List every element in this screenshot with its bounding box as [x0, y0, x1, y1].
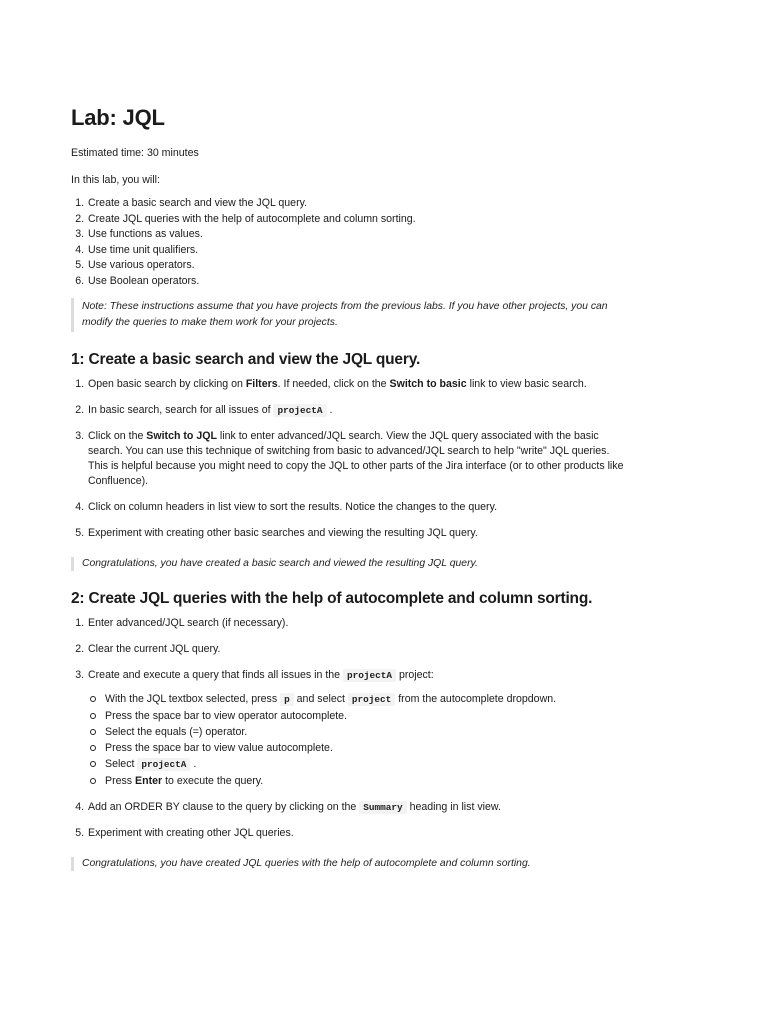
list-item: 4. Add an ORDER BY clause to the query by clicking on the Summary heading in list view. [87, 800, 631, 815]
inline-code: project [348, 693, 395, 706]
bullet-icon [90, 778, 96, 784]
list-item: 3. Click on the Switch to JQL link to enter advanced/JQL search. View the JQL query associated with the basic search. You can use this technique of switching from basic to advanced/JQL search to help "write" JQL queries. This is helpful because you might need to copy the JQL to other parts of the Jira interface (or to other products like Confluence). [87, 429, 631, 489]
list-item: 1. Open basic search by clicking on Filters. If needed, click on the Switch to basic link to view basic search. [87, 377, 631, 392]
congrats-callout: Congratulations, you have created a basic search and viewed the resulting JQL query. [71, 557, 631, 571]
list-item: Press the space bar to view value autocomplete. [102, 740, 631, 756]
list-item: 6. Use Boolean operators. [87, 274, 631, 290]
list-item: Select the equals (=) operator. [102, 724, 631, 740]
list-item: 2. In basic search, search for all issues of projectA . [87, 403, 631, 418]
page-title: Lab: JQL [71, 105, 165, 130]
list-item: 1. Enter advanced/JQL search (if necessary). [87, 616, 631, 631]
list-item: Select projectA . [102, 756, 631, 773]
substeps-list [88, 691, 631, 789]
section-1-steps [71, 377, 631, 541]
section-2-heading: 2: Create JQL queries with the help of autocomplete and column sorting. [71, 589, 593, 607]
list-item: 5. Experiment with creating other basic searches and viewing the resulting JQL query. [87, 526, 631, 541]
objectives-list [71, 196, 631, 290]
section-2-steps [71, 616, 631, 841]
note-callout: Note: These instructions assume that you have projects from the previous labs. If you have other projects, you can modify the queries to make them work for your projects. [71, 298, 631, 332]
list-item: 1. Create a basic search and view the JQL query. [87, 196, 631, 212]
list-item: 2. Clear the current JQL query. [87, 642, 631, 657]
list-item: Press the space bar to view operator autocomplete. [102, 708, 631, 724]
list-item: 3. Use functions as values. [87, 227, 631, 243]
list-item: 5. Use various operators. [87, 258, 631, 274]
bullet-icon [90, 713, 96, 719]
list-item: Press Enter to execute the query. [102, 773, 631, 789]
list-item: 5. Experiment with creating other JQL queries. [87, 826, 631, 841]
list-item: 4. Use time unit qualifiers. [87, 243, 631, 259]
bullet-icon [90, 745, 96, 751]
estimated-time: Estimated time: 30 minutes [71, 147, 199, 159]
list-item: 2. Create JQL queries with the help of autocomplete and column sorting. [87, 212, 631, 228]
intro-text: In this lab, you will: [71, 174, 160, 186]
section-1-heading: 1: Create a basic search and view the JQL query. [71, 350, 421, 368]
inline-code: Summary [359, 801, 406, 814]
bullet-icon [90, 696, 96, 702]
congrats-callout: Congratulations, you have created JQL queries with the help of autocomplete and column sorting. [71, 857, 631, 871]
list-item: With the JQL textbox selected, press p and select project from the autocomplete dropdown. [102, 691, 631, 708]
inline-code: p [280, 693, 294, 706]
inline-code: projectA [273, 404, 326, 417]
list-item: 4. Click on column headers in list view to sort the results. Notice the changes to the query. [87, 500, 631, 515]
list-item: 3. Create and execute a query that finds all issues in the projectA project: With the JQL textbox selected, press p and select project from the autocomplete dropdown. Press the space bar to view operator autocomplete. Select the equals (=) operator. Press the space bar to view value autocomplete. Select projectA . Press Enter to execute the query. [87, 668, 631, 789]
inline-code: projectA [137, 758, 190, 771]
lab-document [71, 104, 631, 871]
bullet-icon [90, 761, 96, 767]
inline-code: projectA [343, 669, 396, 682]
bullet-icon [90, 729, 96, 735]
